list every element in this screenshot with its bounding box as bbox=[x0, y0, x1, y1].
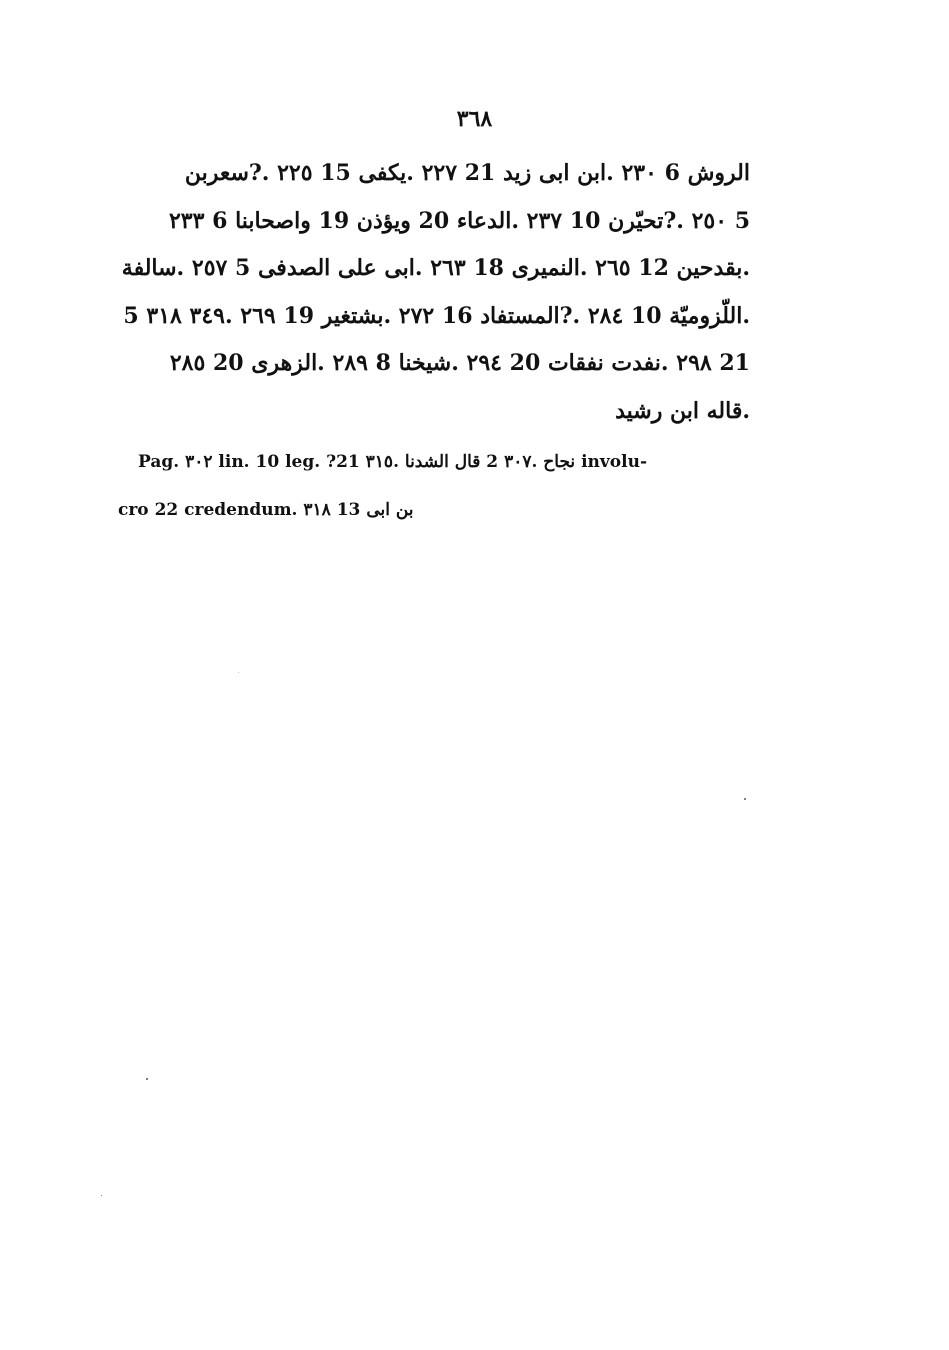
errata-line: الروش 6 ٢٣٠ .ابن ابى زيد 21 ٢٢٧ .يكفى 15 ٢٢٥ .?سعربن bbox=[184, 160, 750, 186]
print-speck bbox=[146, 1078, 148, 1080]
errata-line: 5 ٢٥٠ .?تحيّرن 10 ٢٣٧ .الدعاء 20 ويؤذن 19 واصحابنا 6 ٢٣٣ bbox=[168, 207, 750, 234]
page-number: ٣٦٨ bbox=[456, 106, 493, 132]
errata-line: Pag. ٣٠٢ lin. 10 leg. ?نجاح .٣٠٧ 2 قال الشدنا .٣١٥ 21 involu- bbox=[138, 452, 647, 472]
errata-line: 21 ٢٩٨ .نفدت نفقات 20 ٢٩٤ .شيخنا 8 ٢٨٩ .الزهرى 20 ٢٨٥ bbox=[169, 350, 750, 376]
arabic-errata-block bbox=[116, 150, 750, 435]
errata-line: cro 22 credendum. ٣١٨ 13 بن ابى bbox=[118, 500, 414, 520]
errata-line: .قاله ابن رشيد bbox=[615, 397, 750, 424]
latin-errata-block bbox=[118, 438, 750, 534]
print-speck bbox=[238, 672, 239, 673]
print-speck bbox=[101, 1195, 102, 1196]
errata-line: .بقدحين 12 ٢٦٥ .النميرى 18 ٢٦٣ .ابى على الصدفى 5 ٢٥٧ .سالفة bbox=[121, 255, 750, 281]
errata-line: .اللّزوميّة 10 ٢٨٤ .?المستفاد 16 ٢٧٢ .بشتغير 19 ٢٦٩ .٣٤٩ ٣١٨ 5 bbox=[123, 302, 750, 329]
print-speck bbox=[744, 798, 746, 800]
